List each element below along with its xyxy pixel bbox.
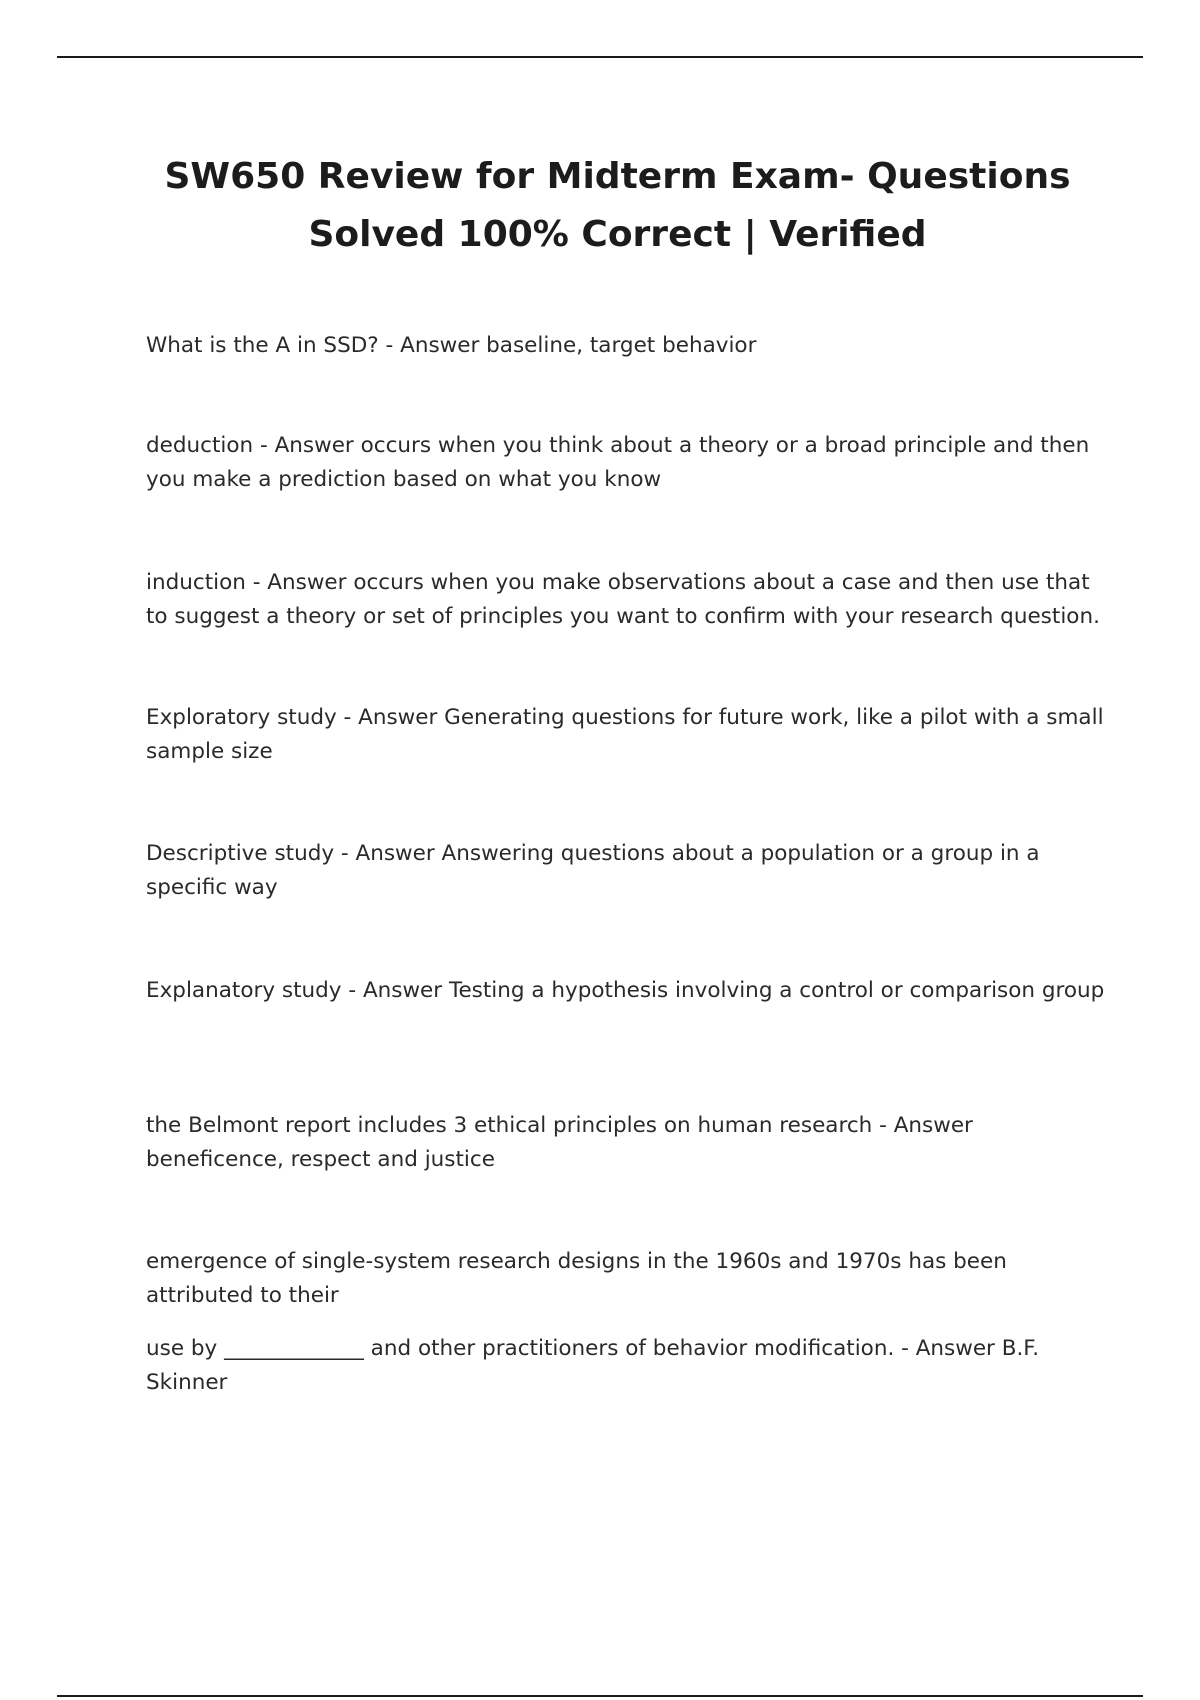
qa-entry-single-system-part2: use by _____________ and other practitioners of behavior modification. - Answer B.F. Skinner [146, 1336, 1040, 1395]
qa-entry-induction: induction - Answer occurs when you make observations about a case and then use that to suggest a theory or set of principles you want to confirm with your research question. [146, 570, 1100, 629]
qa-entry-exploratory: Exploratory study - Answer Generating questions for future work, like a pilot with a small sample size [146, 705, 1104, 764]
qa-entry-belmont: the Belmont report includes 3 ethical principles on human research - Answer beneficence, respect and justice [146, 1113, 973, 1172]
qa-entry-deduction: deduction - Answer occurs when you think about a theory or a broad principle and then you make a prediction based on what you know [146, 433, 1090, 492]
qa-entry-descriptive: Descriptive study - Answer Answering questions about a population or a group in a specific way [146, 841, 1040, 900]
qa-entry-ssd: What is the A in SSD? - Answer baseline, target behavior [146, 333, 757, 358]
title-line-1: SW650 Review for Midterm Exam- Questions [164, 156, 1071, 197]
title-line-2: Solved 100% Correct | Verified [308, 214, 927, 255]
bottom-divider [57, 1695, 1143, 1697]
top-divider [57, 56, 1143, 58]
document-title [100, 148, 1135, 264]
qa-entry-explanatory: Explanatory study - Answer Testing a hypothesis involving a control or comparison group [146, 978, 1105, 1003]
qa-entry-single-system-part1: emergence of single-system research designs in the 1960s and 1970s has been attributed to their [146, 1249, 1007, 1308]
